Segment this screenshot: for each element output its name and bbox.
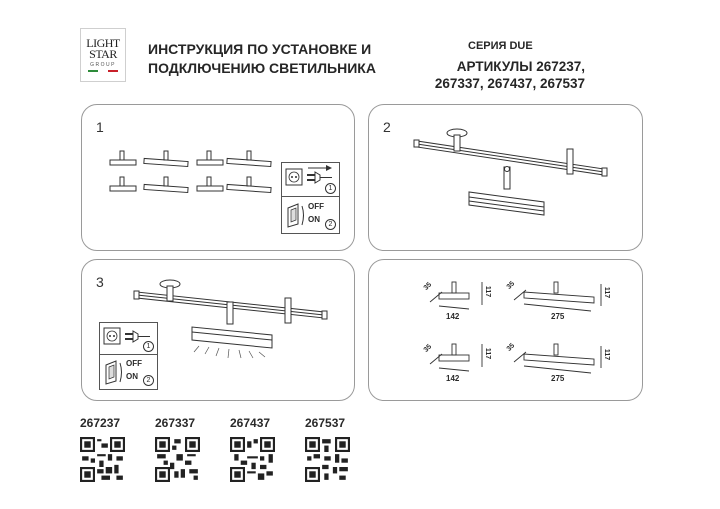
articles-line-2: 267337, 267437, 267537 xyxy=(434,76,585,91)
power-off-instruction xyxy=(281,162,340,234)
step-number: 2 xyxy=(383,119,391,135)
off-label: OFF xyxy=(126,359,142,368)
dimensions-panel xyxy=(368,259,643,401)
depth-value: 35 xyxy=(422,281,434,292)
length-value: 142 xyxy=(446,374,460,383)
depth-value: 35 xyxy=(422,343,434,354)
step-number: 1 xyxy=(96,119,104,135)
dimension-drawing-large xyxy=(505,280,611,325)
length-value: 275 xyxy=(551,312,565,321)
on-label: ON xyxy=(308,215,320,224)
length-value: 275 xyxy=(551,374,565,383)
luminaire-models-icon xyxy=(102,145,272,205)
title-line-1: ИНСТРУКЦИЯ ПО УСТАНОВКЕ И xyxy=(148,41,372,57)
qr-code-icon[interactable] xyxy=(305,437,350,482)
logo-text-group: GROUP xyxy=(90,62,116,68)
qr-article-label: 267537 xyxy=(305,416,346,430)
logo-text-light: LIGHT xyxy=(86,36,120,50)
dimension-drawing-large xyxy=(505,342,611,387)
light-switch-icon xyxy=(286,202,306,228)
series-label: СЕРИЯ DUE xyxy=(468,40,533,52)
qr-article-label: 267237 xyxy=(80,416,121,430)
step-1-panel xyxy=(81,104,355,251)
qr-code-icon[interactable] xyxy=(80,437,125,482)
step-2-badge: 2 xyxy=(143,375,154,386)
height-value: 117 xyxy=(603,286,611,299)
step-2-panel xyxy=(368,104,643,251)
height-value: 117 xyxy=(484,285,492,298)
depth-value: 35 xyxy=(505,280,517,291)
dimension-drawing-small xyxy=(424,342,494,387)
step-2-badge: 2 xyxy=(325,219,336,230)
height-value: 117 xyxy=(484,347,492,360)
step-3-panel xyxy=(81,259,355,401)
document-title xyxy=(148,40,376,78)
articles-line-1: АРТИКУЛЫ 267237, xyxy=(456,59,585,74)
title-line-2: ПОДКЛЮЧЕНИЮ СВЕТИЛЬНИКА xyxy=(148,60,376,76)
logo-text-star: STAR xyxy=(89,47,117,61)
power-on-instruction xyxy=(99,322,158,390)
lightstar-logo xyxy=(80,28,126,82)
step-number: 3 xyxy=(96,274,104,290)
height-value: 117 xyxy=(603,348,611,361)
light-switch-icon xyxy=(104,359,124,385)
qr-article-label: 267437 xyxy=(230,416,271,430)
dimension-drawing-small xyxy=(424,280,494,325)
on-label: ON xyxy=(126,372,138,381)
qr-code-icon[interactable] xyxy=(230,437,275,482)
length-value: 142 xyxy=(446,312,460,321)
track-mounting-illustration xyxy=(369,105,642,250)
step-1-badge: 1 xyxy=(143,341,154,352)
qr-code-icon[interactable] xyxy=(155,437,200,482)
step-1-badge: 1 xyxy=(325,183,336,194)
qr-article-label: 267337 xyxy=(155,416,196,430)
off-label: OFF xyxy=(308,202,324,211)
italian-flag-stripe xyxy=(88,70,118,72)
depth-value: 35 xyxy=(505,342,517,353)
articles-label xyxy=(418,58,585,92)
